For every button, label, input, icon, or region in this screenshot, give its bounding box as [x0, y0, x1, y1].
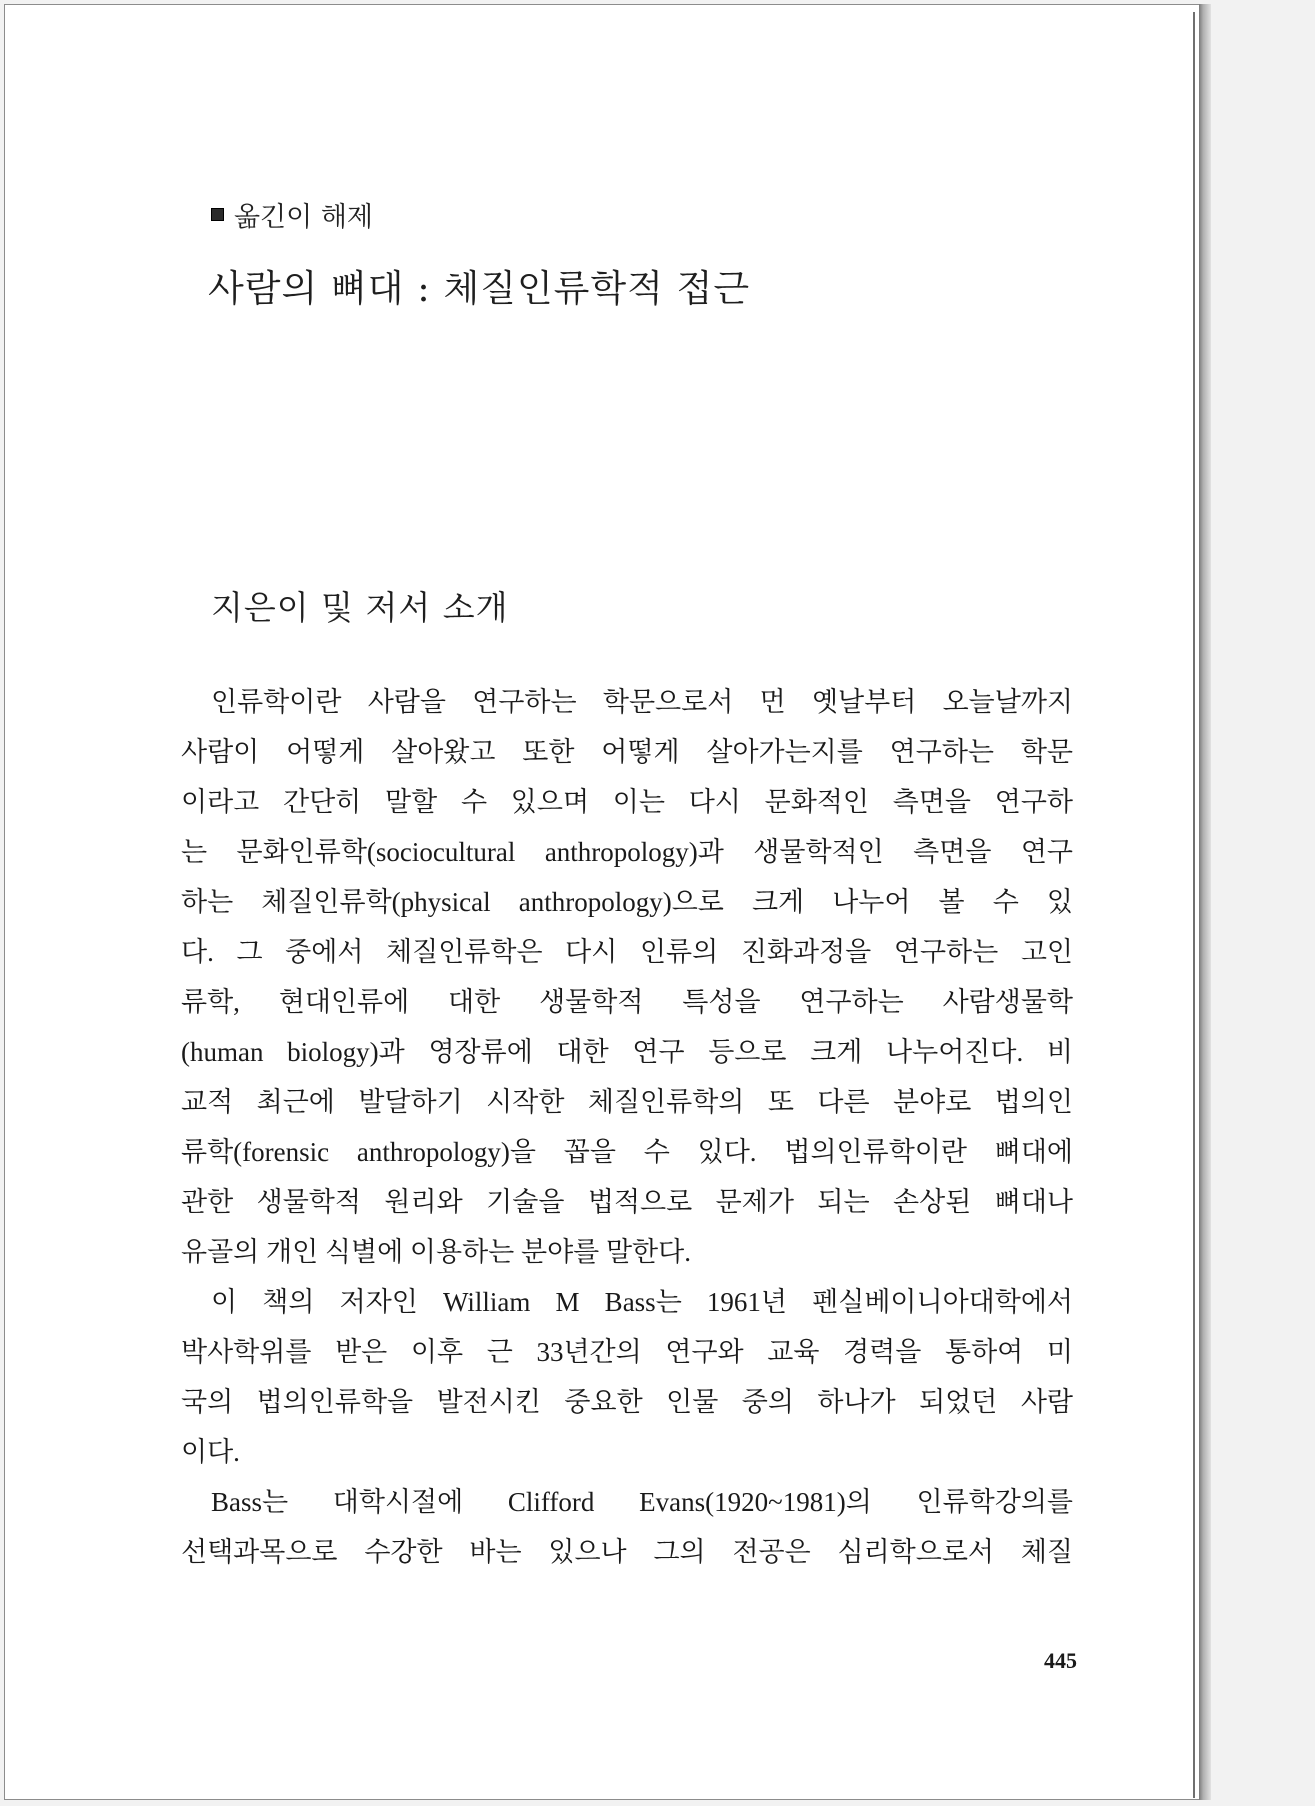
square-bullet-icon [211, 208, 224, 221]
body-line: 박사학위를 받은 이후 근 33년간의 연구와 교육 경력을 통하여 미 [181, 1337, 1073, 1367]
section-label [211, 195, 373, 234]
section-label-text: 옮긴이 해제 [234, 202, 373, 233]
chapter-title: 사람의 뼈대 : 체질인류학적 접근 [208, 267, 751, 310]
body-line: 이다. [181, 1437, 240, 1467]
body-line: 류학(forensic anthropology)을 꼽을 수 있다. 법의인류학이란 뼈대에 [181, 1137, 1073, 1167]
body-line: Bass는 대학시절에 Clifford Evans(1920~1981)의 인류학강의를 [211, 1487, 1073, 1517]
book-page [4, 4, 1202, 1800]
body-line: 하는 체질인류학(physical anthropology)으로 크게 나누어 볼 수 있 [181, 887, 1073, 917]
body-line: 관한 생물학적 원리와 기술을 법적으로 문제가 되는 손상된 뼈대나 [181, 1187, 1073, 1217]
body-line: 다. 그 중에서 체질인류학은 다시 인류의 진화과정을 연구하는 고인 [181, 937, 1073, 967]
body-line: (human biology)과 영장류에 대한 연구 등으로 크게 나누어진다. 비 [181, 1037, 1073, 1067]
body-line: 는 문화인류학(sociocultural anthropology)과 생물학적인 측면을 연구 [181, 837, 1073, 867]
body-line: 유골의 개인 식별에 이용하는 분야를 말한다. [181, 1237, 691, 1267]
section-subheading: 지은이 및 저서 소개 [211, 588, 509, 627]
page-number: 445 [1044, 1648, 1077, 1673]
body-line: 인류학이란 사람을 연구하는 학문으로서 먼 옛날부터 오늘날까지 [211, 687, 1073, 717]
body-text [181, 677, 1073, 1577]
page-edge-shadow [1199, 4, 1211, 1800]
body-line: 선택과목으로 수강한 바는 있으나 그의 전공은 심리학으로서 체질 [181, 1537, 1073, 1567]
page-spine-line [1193, 12, 1195, 1798]
body-line: 류학, 현대인류에 대한 생물학적 특성을 연구하는 사람생물학 [181, 987, 1073, 1017]
body-line: 이 책의 저자인 William M Bass는 1961년 펜실베이니아대학에서 [211, 1287, 1073, 1317]
body-line: 국의 법의인류학을 발전시킨 중요한 인물 중의 하나가 되었던 사람 [181, 1387, 1073, 1417]
body-line: 이라고 간단히 말할 수 있으며 이는 다시 문화적인 측면을 연구하 [181, 787, 1073, 817]
body-line: 사람이 어떻게 살아왔고 또한 어떻게 살아가는지를 연구하는 학문 [181, 737, 1073, 767]
body-line: 교적 최근에 발달하기 시작한 체질인류학의 또 다른 분야로 법의인 [181, 1087, 1073, 1117]
